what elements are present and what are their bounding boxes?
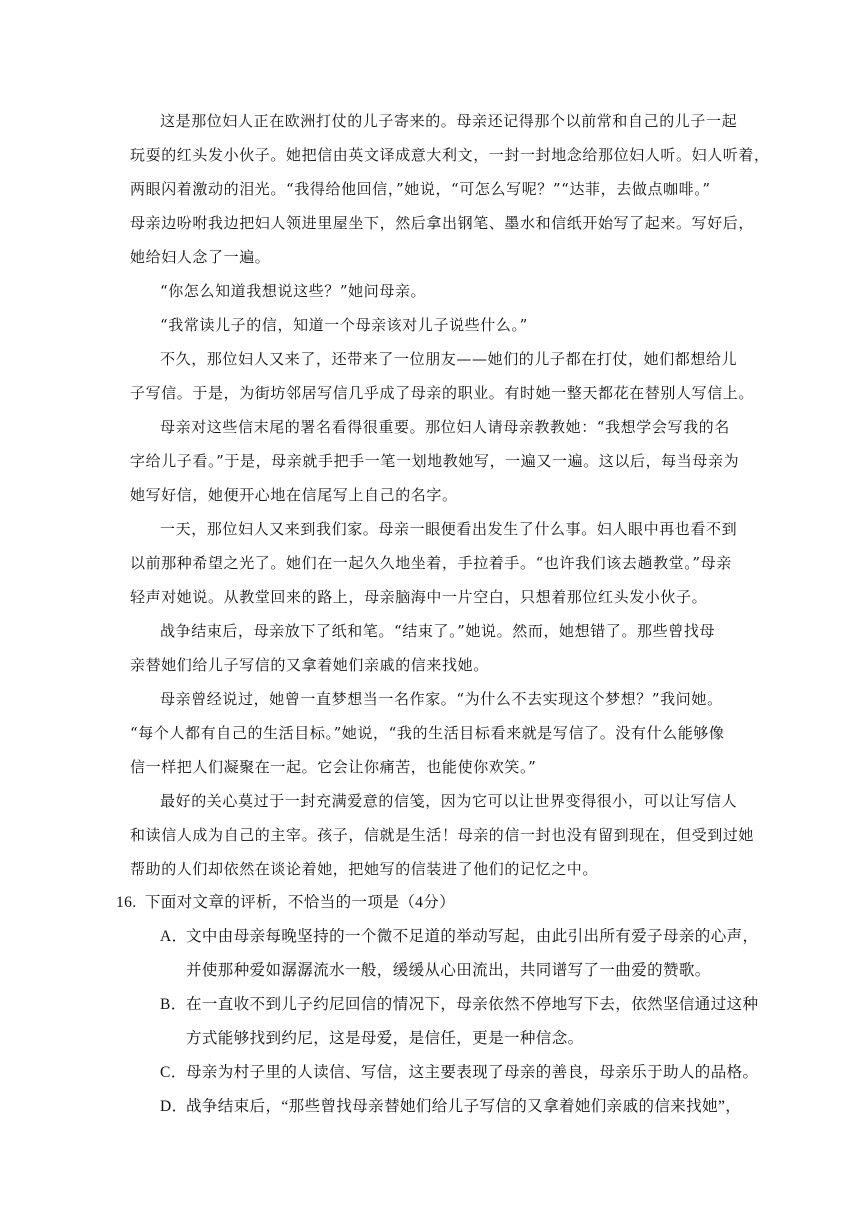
passage-line: 她给妇人念了一遍。: [130, 248, 271, 266]
passage-line: 和读信人成为自己的主宰。孩子，信就是生活！母亲的信一封也没有留到现在，但受到过她: [130, 826, 755, 844]
passage-line: 字给儿子看。”于是，母亲就手把手一笔一划地教她写，一遍又一遍。这以后，每当母亲为: [130, 452, 740, 470]
passage-line: 子写信。于是，为街坊邻居写信几乎成了母亲的职业。有时她一整天都花在替别人写信上。: [130, 384, 755, 402]
question-text: 下面对文章的评析，不恰当的一项是（4分）: [144, 894, 456, 911]
passage-line: 以前那种希望之光了。她们在一起久久地坐着，手拉着手。“也许我们该去趟教堂。”母亲: [130, 554, 732, 572]
passage-line: 母亲边吩咐我边把妇人领进里屋坐下，然后拿出钢笔、墨水和信纸开始写了起来。写好后，: [130, 214, 755, 232]
option-b-continued: 方式能够找到约尼，这是母爱，是信任，更是一种信念。: [186, 1030, 584, 1047]
option-c: [130, 1056, 759, 1090]
option-a: [130, 920, 759, 954]
passage-line: 最好的关心莫过于一封充满爱意的信笺，因为它可以让世界变得很小，可以让写信人: [160, 792, 738, 810]
option-letter: D．: [160, 1098, 188, 1115]
passage-line: 不久，那位妇人又来了，还带来了一位朋友——她们的儿子都在打仗，她们都想给儿: [160, 350, 738, 368]
option-b: [130, 988, 759, 1022]
option-text: 文中由母亲每晚坚持的一个微不足道的举动写起，由此引出所有爱子母亲的心声，: [186, 928, 759, 945]
document-page: [116, 104, 770, 1124]
option-letter: B．: [160, 996, 187, 1013]
passage-line: “每个人都有自己的生活目标。”她说，“我的生活目标看来就是写信了。没有什么能够像: [130, 724, 725, 742]
option-letter: A．: [160, 928, 188, 945]
passage-line: “我常读儿子的信，知道一个母亲该对儿子说些什么。”: [160, 316, 528, 334]
option-d: [130, 1090, 742, 1124]
passage-line: 这是那位妇人正在欧洲打仗的儿子寄来的。母亲还记得那个以前常和自己的儿子一起: [160, 112, 738, 130]
option-text: 母亲为村子里的人读信、写信，这主要表现了母亲的善良，母亲乐于助人的品格。: [186, 1064, 759, 1081]
option-a-continued: 并使那种爱如潺潺流水一般，缓缓从心田流出，共同谱写了一曲爱的赞歌。: [186, 962, 711, 979]
passage-line: 一天，那位妇人又来到我们家。母亲一眼便看出发生了什么事。妇人眼中再也看不到: [160, 520, 738, 538]
passage-line: 信一样把人们凝聚在一起。它会让你痛苦，也能使你欢笑。”: [130, 758, 537, 776]
passage-line: 母亲对这些信末尾的署名看得很重要。那位妇人请母亲教教她：“我想学会写我的名: [160, 418, 730, 436]
passage-line: “你怎么知道我想说这些？”她问母亲。: [160, 282, 427, 300]
question-number: 16.: [116, 894, 137, 911]
passage-line: 两眼闪着激动的泪光。“我得给他回信，”她说，“可怎么写呢？”“达菲，去做点咖啡。”: [130, 180, 711, 198]
passage-line: 帮助的人们却依然在谈论着她，把她写的信装进了他们的记忆之中。: [130, 860, 599, 878]
passage-line: 亲替她们给儿子写信的又拿着她们亲戚的信来找她。: [130, 656, 489, 674]
passage-line: 母亲曾经说过，她曾一直梦想当一名作家。“为什么不去实现这个梦想？”我问她。: [160, 690, 723, 708]
option-text: 在一直收不到儿子约尼回信的情况下，母亲依然不停地写下去，依然坚信通过这种: [186, 996, 759, 1013]
passage-line: 她写好信，她便开心地在信尾写上自己的名字。: [130, 486, 458, 504]
option-letter: C．: [160, 1064, 187, 1081]
option-text: 战争结束后，“那些曾找母亲替她们给儿子写信的又拿着她们亲戚的信来找她”，: [186, 1098, 742, 1115]
passage-line: 战争结束后，母亲放下了纸和笔。“结束了。”她说。然而，她想错了。那些曾找母: [160, 622, 716, 640]
passage-line: 玩耍的红头发小伙子。她把信由英文译成意大利文，一封一封地念给那位妇人听。妇人听着，: [130, 146, 770, 164]
question-stem: [116, 886, 730, 920]
passage-line: 轻声对她说。从教堂回来的路上，母亲脑海中一片空白，只想着那位红头发小伙子。: [130, 588, 708, 606]
